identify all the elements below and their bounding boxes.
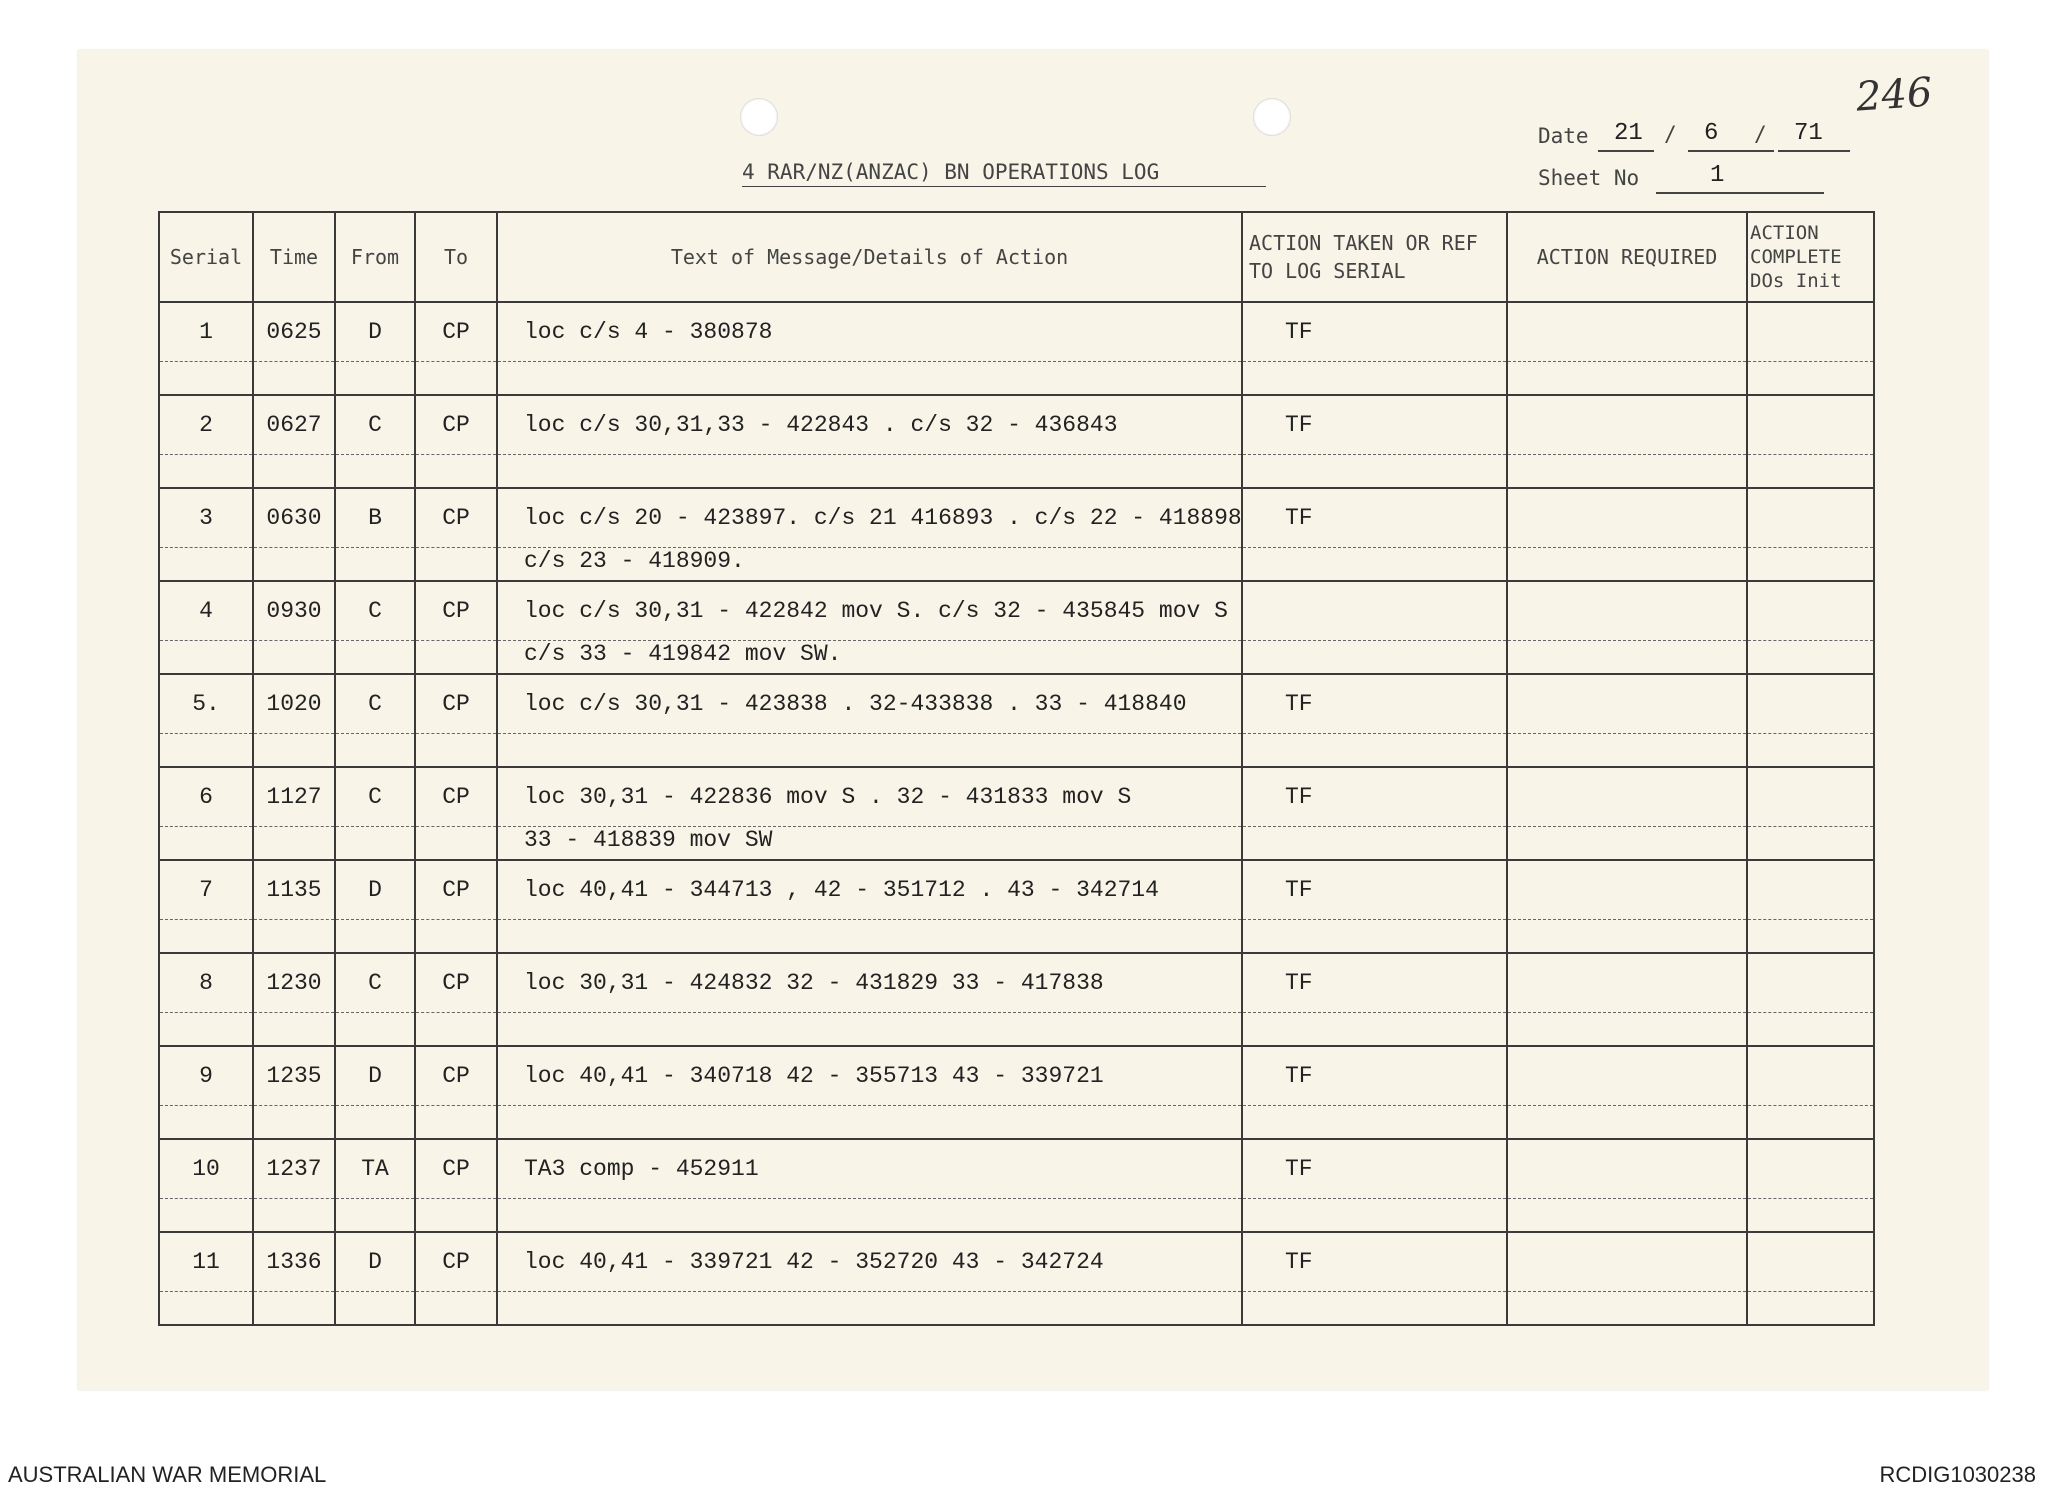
to-cell: CP [415, 395, 497, 455]
col-action-taken: ACTION TAKEN OR REF TO LOG SERIAL [1242, 212, 1507, 302]
empty-cell [159, 1106, 253, 1140]
action-required-cell [1507, 302, 1747, 362]
message-text-cell: loc c/s 4 - 380878 [497, 302, 1242, 362]
log-entry-continuation-row [159, 641, 1874, 675]
empty-cell [1747, 827, 1874, 861]
log-entry-continuation-row [159, 920, 1874, 954]
log-entry-row [159, 860, 1874, 920]
message-text-cell: TA3 comp - 452911 [497, 1139, 1242, 1199]
time-cell: 0630 [253, 488, 335, 548]
empty-cell [1242, 1199, 1507, 1233]
from-cell: D [335, 1046, 415, 1106]
serial-cell: 8 [159, 953, 253, 1013]
col-text: Text of Message/Details of Action [497, 212, 1242, 302]
empty-cell [1747, 362, 1874, 396]
col-serial: Serial [159, 212, 253, 302]
empty-cell [1507, 827, 1747, 861]
log-entry-continuation-row [159, 827, 1874, 861]
action-complete-cell [1747, 767, 1874, 827]
message-text-continuation: 33 - 418839 mov SW [497, 827, 1242, 861]
empty-cell [1242, 1106, 1507, 1140]
empty-cell [1507, 920, 1747, 954]
empty-cell [415, 827, 497, 861]
action-required-cell [1507, 488, 1747, 548]
empty-cell [159, 827, 253, 861]
from-cell: C [335, 953, 415, 1013]
log-entry-continuation-row [159, 1199, 1874, 1233]
message-text-cell: loc 40,41 - 340718 42 - 355713 43 - 339721 [497, 1046, 1242, 1106]
empty-cell [1747, 1106, 1874, 1140]
col-to: To [415, 212, 497, 302]
date-day: 21 [1614, 120, 1643, 147]
empty-cell [1507, 455, 1747, 489]
action-required-cell [1507, 860, 1747, 920]
empty-cell [1747, 455, 1874, 489]
action-taken-cell: TF [1242, 860, 1507, 920]
empty-cell [253, 827, 335, 861]
empty-cell [1242, 548, 1507, 582]
action-required-cell [1507, 953, 1747, 1013]
message-text-continuation: c/s 23 - 418909. [497, 548, 1242, 582]
empty-cell [335, 548, 415, 582]
footer-archive-name: AUSTRALIAN WAR MEMORIAL [8, 1462, 327, 1487]
empty-cell [415, 1292, 497, 1326]
action-required-cell [1507, 1139, 1747, 1199]
empty-cell [1242, 1013, 1507, 1047]
action-required-cell [1507, 581, 1747, 641]
log-entry-row [159, 674, 1874, 734]
empty-cell [159, 455, 253, 489]
empty-cell [1507, 1292, 1747, 1326]
empty-cell [253, 1199, 335, 1233]
action-complete-cell [1747, 581, 1874, 641]
sheet-label: Sheet No [1538, 166, 1640, 190]
empty-cell [1242, 362, 1507, 396]
from-cell: D [335, 860, 415, 920]
log-entry-row [159, 488, 1874, 548]
date-slash-2: / [1754, 122, 1767, 146]
empty-cell [253, 455, 335, 489]
serial-cell: 9 [159, 1046, 253, 1106]
log-entry-row [159, 1232, 1874, 1292]
time-cell: 0625 [253, 302, 335, 362]
col-time: Time [253, 212, 335, 302]
empty-cell [1507, 362, 1747, 396]
empty-cell [1747, 1013, 1874, 1047]
empty-cell [253, 548, 335, 582]
empty-cell [159, 362, 253, 396]
empty-cell [1507, 1199, 1747, 1233]
time-cell: 1237 [253, 1139, 335, 1199]
operations-log-table [158, 211, 1875, 1326]
date-month-line [1688, 150, 1774, 152]
message-text-cell: loc c/s 30,31,33 - 422843 . c/s 32 - 436843 [497, 395, 1242, 455]
to-cell: CP [415, 953, 497, 1013]
empty-cell [1242, 455, 1507, 489]
col-action-complete: ACTION COMPLETE DOs Init [1747, 212, 1874, 302]
empty-cell [253, 1106, 335, 1140]
action-complete-cell [1747, 1139, 1874, 1199]
empty-cell [415, 455, 497, 489]
log-title: 4 RAR/NZ(ANZAC) BN OPERATIONS LOG [742, 160, 1160, 184]
log-entry-row [159, 395, 1874, 455]
empty-cell [415, 548, 497, 582]
action-complete-cell [1747, 860, 1874, 920]
date-day-line [1598, 150, 1654, 152]
action-required-cell [1507, 674, 1747, 734]
message-text-cell: loc 30,31 - 424832 32 - 431829 33 - 417838 [497, 953, 1242, 1013]
log-entry-continuation-row [159, 455, 1874, 489]
date-label: Date [1538, 124, 1589, 148]
log-entry-continuation-row [159, 548, 1874, 582]
empty-cell [415, 1106, 497, 1140]
from-cell: C [335, 581, 415, 641]
empty-cell [1747, 734, 1874, 768]
message-text-continuation [497, 1292, 1242, 1326]
empty-cell [335, 734, 415, 768]
from-cell: C [335, 767, 415, 827]
title-underline [742, 186, 1266, 187]
message-text-continuation [497, 1199, 1242, 1233]
empty-cell [159, 1199, 253, 1233]
message-text-cell: loc 30,31 - 422836 mov S . 32 - 431833 mov S [497, 767, 1242, 827]
serial-cell: 5. [159, 674, 253, 734]
log-entry-continuation-row [159, 1292, 1874, 1326]
message-text-cell: loc c/s 30,31 - 422842 mov S. c/s 32 - 435845 mov S [497, 581, 1242, 641]
empty-cell [1242, 1292, 1507, 1326]
col-from: From [335, 212, 415, 302]
action-taken-cell: TF [1242, 953, 1507, 1013]
action-taken-cell [1242, 581, 1507, 641]
empty-cell [159, 641, 253, 675]
action-taken-cell: TF [1242, 1046, 1507, 1106]
empty-cell [1242, 734, 1507, 768]
message-text-continuation [497, 455, 1242, 489]
empty-cell [1242, 641, 1507, 675]
empty-cell [159, 734, 253, 768]
empty-cell [335, 1199, 415, 1233]
action-complete-cell [1747, 488, 1874, 548]
date-slash-1: / [1664, 122, 1677, 146]
to-cell: CP [415, 674, 497, 734]
sheet-line [1656, 192, 1824, 194]
time-cell: 0627 [253, 395, 335, 455]
message-text-cell: loc c/s 20 - 423897. c/s 21 416893 . c/s 22 - 418898 [497, 488, 1242, 548]
empty-cell [159, 920, 253, 954]
action-taken-cell: TF [1242, 395, 1507, 455]
empty-cell [335, 1292, 415, 1326]
empty-cell [415, 734, 497, 768]
serial-cell: 1 [159, 302, 253, 362]
action-complete-cell [1747, 395, 1874, 455]
from-cell: D [335, 302, 415, 362]
from-cell: C [335, 395, 415, 455]
log-entry-continuation-row [159, 1106, 1874, 1140]
serial-cell: 6 [159, 767, 253, 827]
date-year: 71 [1794, 120, 1823, 147]
log-entry-row [159, 1046, 1874, 1106]
empty-cell [159, 548, 253, 582]
empty-cell [335, 362, 415, 396]
action-taken-cell: TF [1242, 488, 1507, 548]
action-complete-cell [1747, 1046, 1874, 1106]
action-taken-cell: TF [1242, 302, 1507, 362]
action-complete-cell [1747, 1232, 1874, 1292]
action-required-cell [1507, 767, 1747, 827]
action-taken-cell: TF [1242, 674, 1507, 734]
time-cell: 1235 [253, 1046, 335, 1106]
footer-record-id: RCDIG1030238 [1879, 1462, 2036, 1487]
empty-cell [1507, 734, 1747, 768]
serial-cell: 2 [159, 395, 253, 455]
empty-cell [253, 920, 335, 954]
empty-cell [1242, 827, 1507, 861]
serial-cell: 11 [159, 1232, 253, 1292]
action-taken-cell: TF [1242, 1139, 1507, 1199]
action-taken-cell: TF [1242, 767, 1507, 827]
date-month: 6 [1704, 120, 1719, 147]
to-cell: CP [415, 1232, 497, 1292]
empty-cell [415, 362, 497, 396]
empty-cell [415, 1199, 497, 1233]
log-entry-row [159, 581, 1874, 641]
sheet-number: 1 [1710, 162, 1725, 189]
log-entry-continuation-row [159, 362, 1874, 396]
empty-cell [415, 1013, 497, 1047]
message-text-continuation [497, 362, 1242, 396]
date-year-line [1778, 150, 1850, 152]
log-entry-row [159, 953, 1874, 1013]
empty-cell [335, 455, 415, 489]
header-row [159, 212, 1874, 302]
message-text-continuation [497, 1106, 1242, 1140]
empty-cell [1507, 1106, 1747, 1140]
log-entry-continuation-row [159, 734, 1874, 768]
time-cell: 1127 [253, 767, 335, 827]
empty-cell [335, 1013, 415, 1047]
log-entry-row [159, 302, 1874, 362]
from-cell: TA [335, 1139, 415, 1199]
log-entry-row [159, 1139, 1874, 1199]
action-required-cell [1507, 395, 1747, 455]
empty-cell [415, 641, 497, 675]
to-cell: CP [415, 767, 497, 827]
empty-cell [1747, 641, 1874, 675]
serial-cell: 7 [159, 860, 253, 920]
to-cell: CP [415, 1139, 497, 1199]
action-complete-cell [1747, 302, 1874, 362]
empty-cell [415, 920, 497, 954]
empty-cell [1242, 920, 1507, 954]
from-cell: D [335, 1232, 415, 1292]
serial-cell: 10 [159, 1139, 253, 1199]
from-cell: B [335, 488, 415, 548]
empty-cell [159, 1013, 253, 1047]
empty-cell [253, 362, 335, 396]
empty-cell [253, 1292, 335, 1326]
punch-hole-right [1253, 98, 1291, 136]
message-text-continuation: c/s 33 - 419842 mov SW. [497, 641, 1242, 675]
message-text-continuation [497, 920, 1242, 954]
log-entry-row [159, 767, 1874, 827]
action-taken-cell: TF [1242, 1232, 1507, 1292]
empty-cell [159, 1292, 253, 1326]
message-text-cell: loc 40,41 - 344713 , 42 - 351712 . 43 - 342714 [497, 860, 1242, 920]
serial-cell: 4 [159, 581, 253, 641]
empty-cell [1507, 548, 1747, 582]
to-cell: CP [415, 302, 497, 362]
time-cell: 1336 [253, 1232, 335, 1292]
log-entry-continuation-row [159, 1013, 1874, 1047]
empty-cell [1747, 1292, 1874, 1326]
message-text-cell: loc 40,41 - 339721 42 - 352720 43 - 342724 [497, 1232, 1242, 1292]
action-complete-cell [1747, 953, 1874, 1013]
empty-cell [1747, 1199, 1874, 1233]
empty-cell [1747, 920, 1874, 954]
to-cell: CP [415, 488, 497, 548]
empty-cell [1507, 641, 1747, 675]
message-text-continuation [497, 734, 1242, 768]
to-cell: CP [415, 1046, 497, 1106]
empty-cell [335, 920, 415, 954]
message-text-cell: loc c/s 30,31 - 423838 . 32-433838 . 33 - 418840 [497, 674, 1242, 734]
time-cell: 0930 [253, 581, 335, 641]
empty-cell [253, 1013, 335, 1047]
empty-cell [1747, 548, 1874, 582]
empty-cell [253, 641, 335, 675]
time-cell: 1135 [253, 860, 335, 920]
empty-cell [335, 641, 415, 675]
action-complete-cell [1747, 674, 1874, 734]
empty-cell [335, 1106, 415, 1140]
empty-cell [1507, 1013, 1747, 1047]
serial-cell: 3 [159, 488, 253, 548]
action-required-cell [1507, 1232, 1747, 1292]
empty-cell [335, 827, 415, 861]
to-cell: CP [415, 860, 497, 920]
action-required-cell [1507, 1046, 1747, 1106]
time-cell: 1020 [253, 674, 335, 734]
to-cell: CP [415, 581, 497, 641]
time-cell: 1230 [253, 953, 335, 1013]
empty-cell [253, 734, 335, 768]
handwritten-page-number: 246 [1854, 69, 1934, 121]
message-text-continuation [497, 1013, 1242, 1047]
punch-hole-left [740, 98, 778, 136]
col-action-required: ACTION REQUIRED [1507, 212, 1747, 302]
from-cell: C [335, 674, 415, 734]
